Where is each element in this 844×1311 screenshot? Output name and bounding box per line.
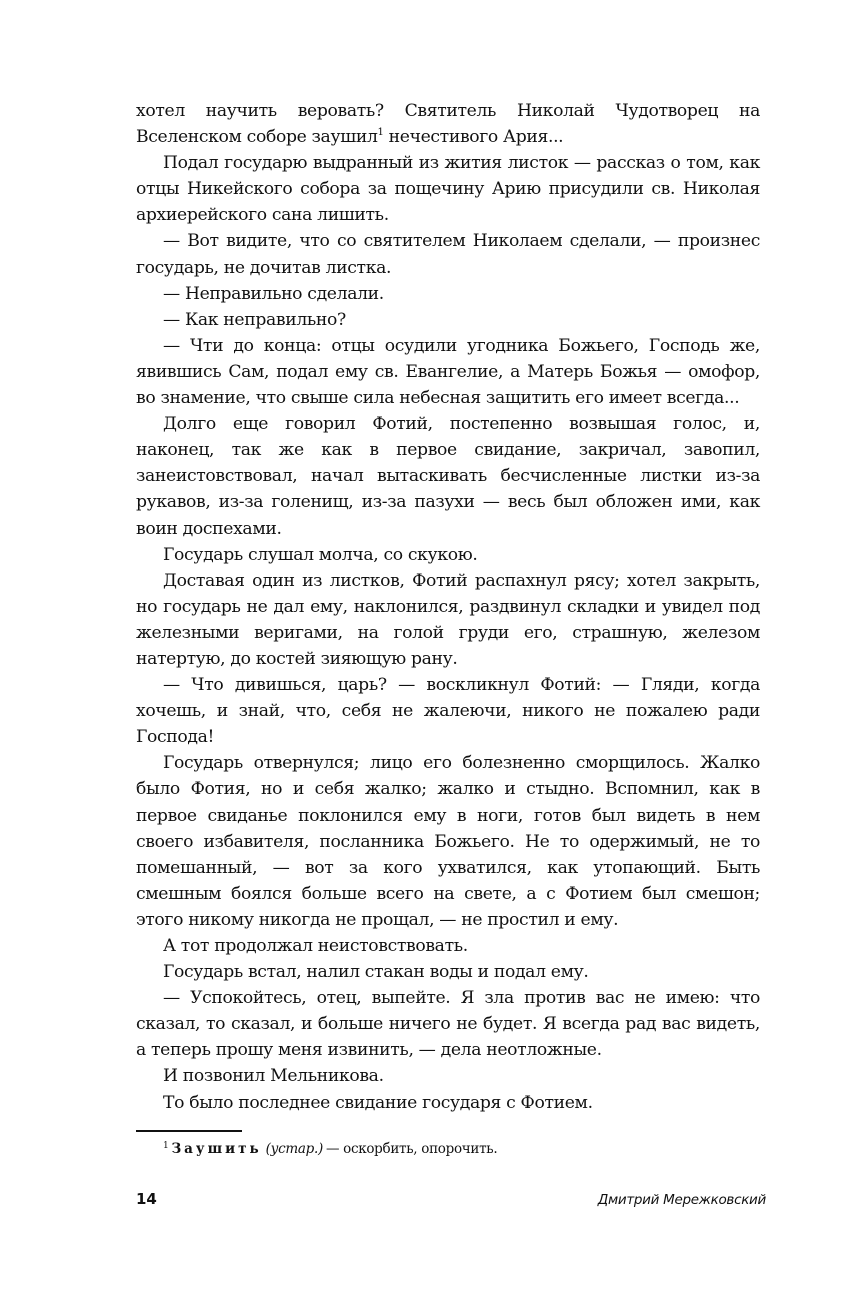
paragraph: И позвонил Мельникова. [163,1066,384,1087]
footnote-mark: 1 [163,1141,169,1151]
paragraph-text: нечестивого Ария... [383,127,564,148]
paragraph: А тот продолжал неистовствовать. [163,936,468,956]
running-footer-author: Дмитрий Мережковский [597,1192,766,1208]
footnote-divider [136,1130,242,1132]
paragraph: — Что дивишься, царь? — воскликнул Фотий: — Гляди, когда хочешь, и знай, что, себя не жалеючи, никого не пожалею ради Господа! [136,675,760,748]
page-number: 14 [136,1190,157,1208]
footnote-term: Заушить [171,1141,262,1157]
footnote-reference[interactable]: 1 [377,127,384,139]
paragraph: — Как неправильно? [163,309,346,330]
paragraph [136,98,760,150]
body-text [136,98,760,1116]
footnote [163,1141,497,1157]
paragraph: Доставая один из листков, Фотий распахнул рясу; хотел закрыть, но государь не дал ему, наклонился, раздвинул складки и увидел под железными веригами, на голой груди его, страшную, железом натертую, до костей зияющую рану. [136,570,760,669]
paragraph: — Вот видите, что со святителем Николаем сделали, — произнес государь, не дочитав листка. [136,231,760,278]
paragraph: — Неправильно сделали. [163,283,384,304]
paragraph: — Чти до конца: отцы осудили угодника Божьего, Господь же, явившись Сам, подал ему св. Евангелие, а Матерь Божья — омофор, во знамение, что свыше сила небесная защитить его имеет всегда... [136,335,760,409]
paragraph: Государь встал, налил стакан воды и подал ему. [163,962,589,983]
paragraph: Государь отвернулся; лицо его болезненно сморщилось. Жалко было Фотия, но и себя жалко; жалко и стыдно. Вспомнил, как в первое свиданье поклонился ему в ноги, готов был видеть в нем своего избавителя, посланника Божьего. Не то одержимый, не то помешанный, — вот за кого ухватился, как утопающий. Быть смешным боялся больше всего на свете, а с Фотием был смешон; этого никому никогда не прощал, — не простил и ему. [136,753,760,930]
paragraph: Государь слушал молча, со скукою. [163,544,478,565]
paragraph: Подал государю выдранный из жития листок — рассказ о том, как отцы Никейского собора за пощечину Арию присудили св. Николая архиерейского сана лишить. [136,153,760,226]
paragraph: — Успокойтесь, отец, выпейте. Я зла против вас не имею: что сказал, то сказал, и больше ничего не будет. Я всегда рад вас видеть, а теперь прошу меня извинить, — дела неотложные. [136,988,760,1061]
footnote-abbreviation: (устар.) [265,1141,323,1157]
paragraph-text: хотел научить веровать? Святитель Николай Чудотворец на Вселенском соборе заушил [136,101,760,148]
footnote-definition: — оскорбить, опорочить. [325,1141,498,1157]
paragraph: То было последнее свидание государя с Фотием. [163,1092,593,1113]
paragraph: Долго еще говорил Фотий, постепенно возвышая голос, и, наконец, так же как в первое свидание, закричал, завопил, занеистовствовал, начал вытаскивать бесчисленные листки из-за рукавов, из-за голенищ, из-за пазухи — весь был обложен ими, как воин доспехами. [136,414,760,539]
